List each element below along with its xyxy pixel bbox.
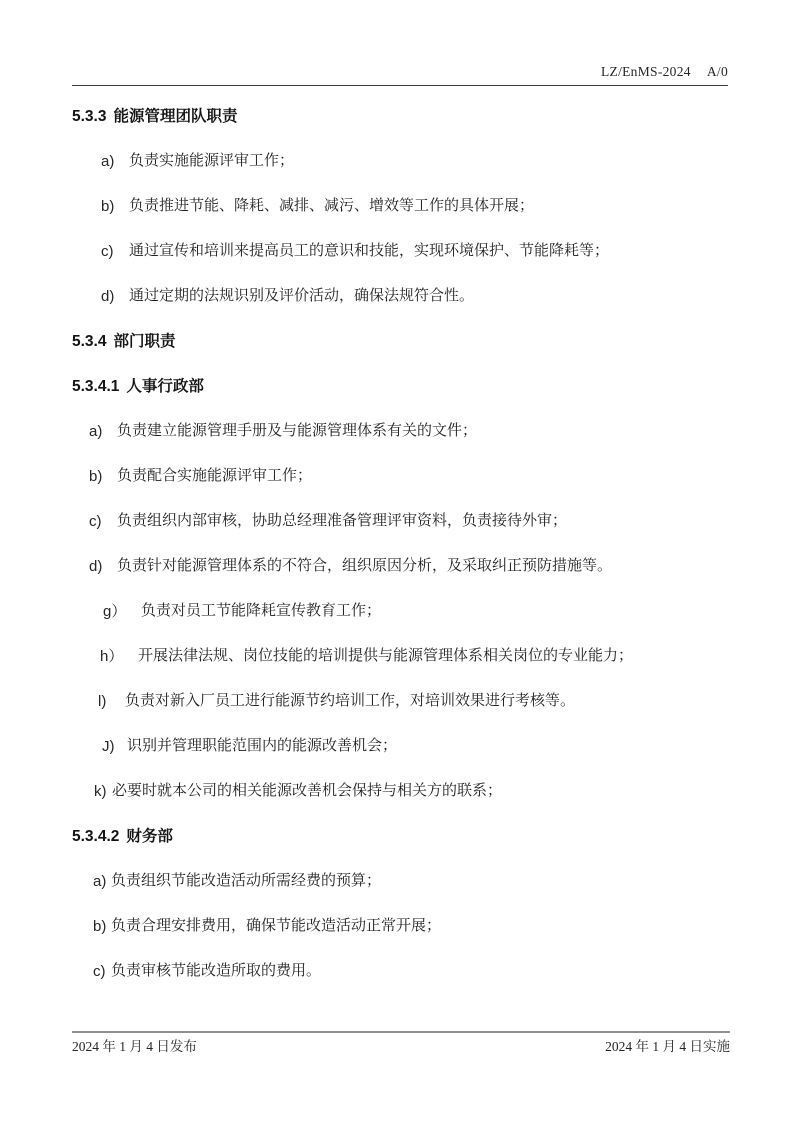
list-item	[72, 738, 728, 755]
doc-revision: A/0	[706, 64, 728, 79]
section-number: 5.3.4.1	[72, 378, 120, 395]
footer-release-date: 2024 年 1 月 4 日发布	[72, 1039, 197, 1054]
list-item	[72, 468, 728, 485]
document-body	[72, 100, 728, 1008]
item-label: l)	[98, 693, 107, 710]
section-heading-5-3-4-1	[72, 378, 728, 395]
item-text: 通过定期的法规识别及评价活动，确保法规符合性。	[129, 288, 475, 304]
item-text: 负责实施能源评审工作；	[129, 153, 295, 169]
section-heading-5-3-3	[72, 108, 728, 125]
item-label: b)	[93, 918, 107, 935]
section-title: 能源管理团队职责	[113, 108, 238, 125]
section-number: 5.3.3	[72, 108, 107, 125]
item-label: a)	[89, 423, 103, 440]
item-text: 负责对新入厂员工进行能源节约培训工作，对培训效果进行考核等。	[125, 693, 576, 709]
list-item	[72, 603, 728, 620]
section-title: 财务部	[126, 828, 173, 845]
list-item	[72, 693, 728, 710]
item-text: 负责配合实施能源评审工作；	[117, 468, 313, 484]
list-item	[72, 918, 728, 935]
item-label: c)	[93, 963, 106, 980]
list-item	[72, 243, 728, 260]
list-item	[72, 648, 728, 665]
section-heading-5-3-4	[72, 333, 728, 350]
section-number: 5.3.4	[72, 333, 107, 350]
list-item	[72, 513, 728, 530]
page-footer	[72, 1039, 730, 1055]
item-label: k)	[94, 783, 107, 800]
item-text: 负责对员工节能降耗宣传教育工作；	[141, 603, 382, 619]
item-text: 负责组织节能改造活动所需经费的预算；	[111, 873, 382, 889]
item-text: 开展法律法规、岗位技能的培训提供与能源管理体系相关岗位的专业能力；	[138, 648, 634, 664]
list-item	[72, 963, 728, 980]
item-label: d)	[89, 558, 103, 575]
item-label: c)	[101, 243, 114, 260]
item-text: 负责合理安排费用，确保节能改造活动正常开展；	[111, 918, 442, 934]
item-text: 负责针对能源管理体系的不符合，组织原因分析，及采取纠正预防措施等。	[117, 558, 613, 574]
item-label: c)	[89, 513, 102, 530]
section-title: 人事行政部	[126, 378, 204, 395]
item-label: h）	[100, 648, 124, 665]
item-text: 负责建立能源管理手册及与能源管理体系有关的文件；	[117, 423, 478, 439]
item-text: 必要时就本公司的相关能源改善机会保持与相关方的联系；	[112, 783, 503, 799]
list-item	[72, 783, 728, 800]
footer-implementation-date: 2024 年 1 月 4 日实施	[605, 1039, 730, 1054]
item-text: 通过宣传和培训来提高员工的意识和技能，实现环境保护、节能降耗等；	[129, 243, 610, 259]
doc-code: LZ/EnMS-2024	[600, 64, 691, 79]
list-item	[72, 198, 728, 215]
page-header	[72, 64, 728, 79]
item-text: 负责组织内部审核，协助总经理准备管理评审资料，负责接待外审；	[117, 513, 568, 529]
item-text: 负责审核节能改造所取的费用。	[111, 963, 322, 979]
section-number: 5.3.4.2	[72, 828, 120, 845]
item-label: J)	[102, 738, 115, 755]
footer-rule	[72, 1031, 730, 1033]
item-label: a)	[101, 153, 115, 170]
item-label: g）	[103, 603, 127, 620]
section-title: 部门职责	[113, 333, 176, 350]
item-label: d)	[101, 288, 115, 305]
item-text: 负责推进节能、降耗、减排、减污、增效等工作的具体开展；	[129, 198, 535, 214]
list-item	[72, 873, 728, 890]
list-item	[72, 558, 728, 575]
item-label: b)	[89, 468, 103, 485]
list-item	[72, 423, 728, 440]
section-heading-5-3-4-2	[72, 828, 728, 845]
header-rule	[72, 85, 728, 86]
item-text: 识别并管理职能范围内的能源改善机会；	[127, 738, 398, 754]
list-item	[72, 153, 728, 170]
item-label: b)	[101, 198, 115, 215]
item-label: a)	[93, 873, 107, 890]
list-item	[72, 288, 728, 305]
